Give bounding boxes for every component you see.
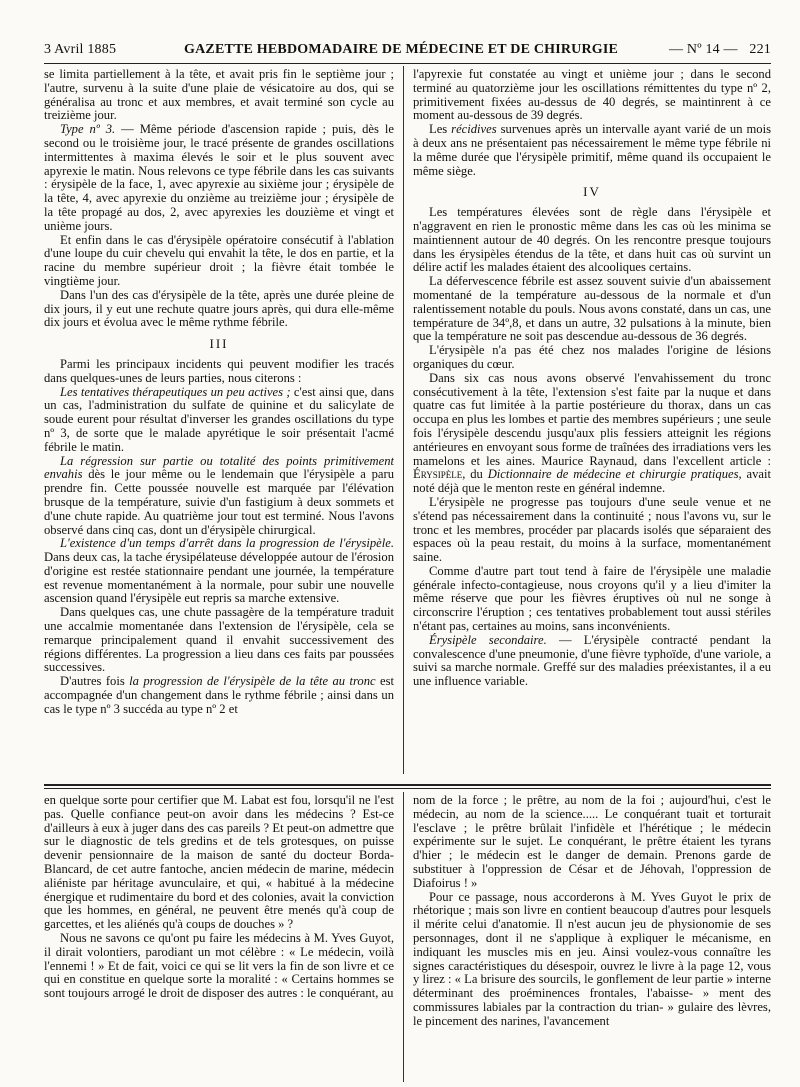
- issue-number: — Nº 14 —: [669, 42, 738, 57]
- section-rule-thin: [44, 788, 771, 789]
- paragraph: L'érysipèle ne progresse pas toujours d'une seule venue et ne s'étend pas nécessairement dans la continuité ; nous l'avons vu, sur le tronc et les membres, procéder par placards isolés que séparaient des espaces où la peau restait, du moins à la surface, momentanément saine.: [413, 494, 771, 565]
- paragraph: Érysipèle secondaire. — L'érysipèle contracté pendant la convalescence d'une pneumonie, d'une fièvre typhoïde, d'une variole, a suivi sa marche normale. Greffé sur des maladies préexistantes, il a eu une influence variable.: [413, 632, 771, 689]
- italic-term: L'existence d'un temps d'arrêt dans la progression de l'érysipèle.: [60, 536, 394, 551]
- page-header: [44, 42, 771, 62]
- paragraph: L'existence d'un temps d'arrêt dans la progression de l'érysipèle. Dans deux cas, la tache érysipélateuse développée autour de l'érosion d'origine est restée stationnaire pendant une journée, la température est revenue momentanément à la normale, pour subir une nouvelle ascension quand l'érysipèle eut repris sa marche extensive.: [44, 536, 394, 606]
- paragraph: Les récidives survenues après un intervalle ayant varié de un mois à deux ans ne présentaient pas nécessairement le même type fébrile ni la même durée que l'érysipèle primitif, même quand ils occupaient le même siège.: [413, 122, 771, 178]
- section-rule: [44, 784, 771, 786]
- paragraph: Dans l'un des cas d'érysipèle de la tête, après une durée pleine de dix jours, il y eut une rechute quatre jours après, qui dura elle-même dix jours et évolua avec le même rythme fébrile.: [44, 287, 394, 330]
- paragraph: Comme d'autre part tout tend à faire de l'érysipèle une maladie générale infecto-contagieuse, nous croyons qu'il y a lieu d'imiter la même réserve que pour les fièvres éruptives où nul ne songe à circonscrire l'éruption ; ces tentatives probablement tout aussi stériles n'étant pas, certaines au moins, sans inconvénients.: [413, 563, 771, 634]
- italic-term: La régression sur partie ou totalité des points primitivement envahis: [44, 453, 394, 482]
- type-label: Type nº 3.: [60, 122, 116, 137]
- paragraph: Nous ne savons ce qu'ont pu faire les médecins à M. Yves Guyot, il dirait volontiers, parodiant un mot célèbre : « Le médecin, voilà l'ennemi ! » Et de fait, voici ce qui se lit vers la fin de son livre et ce qui en constitue en quelque sorte la moralité : « Certains hommes se sont toujours arrogé le droit de disposer des autres : le conquérant, au: [44, 930, 394, 1001]
- reference-term: Érysipèle: [413, 467, 463, 482]
- paragraph: Dans quelques cas, une chute passagère de la température traduit une accalmie momentanée dans l'extension de l'érysipèle, cela se remarque principalement quand il envahit successivement des régions différentes. La progression a lieu dans ces faits par poussées successives.: [44, 605, 394, 675]
- paragraph: l'apyrexie fut constatée au vingt et unième jour ; dans le second terminé au quatorzième jour les oscillations rémittentes du type nº 2, primitivement fixées au-dessus de 40 degrés, se maintinrent à ce moment au-dessous de 39 degrés.: [413, 68, 771, 123]
- paragraph: Les tentatives thérapeutiques un peu actives ; c'est ainsi que, dans un cas, l'administration du sulfate de quinine et du salicylate de soude eurent pour résultat d'inverser les grandes oscillations du type nº 3, de sorte que le malade apyrétique le soir présentait l'acmé fébrile le matin.: [44, 384, 394, 454]
- section-heading: III: [209, 336, 229, 352]
- issue-date: 3 Avril 1885: [44, 42, 117, 57]
- feuilleton-column-right: [413, 794, 771, 1084]
- italic-term: la progression de l'érysipèle de la tête au tronc: [129, 674, 376, 689]
- paragraph: nom de la force ; le prêtre, au nom de la foi ; aujourd'hui, c'est le médecin, au nom de la science..... Le conquérant tuait et torturait l'esclave ; le prêtre brûlait l'infidèle et l'hérétique ; le médecin expérimente sur le sujet. Le conquérant, le prêtre étaient les tyrans d'hier ; le médecin est le danger de demain. Prenons garde de substituer à l'oppression de César et de Jéhovah, l'oppression de Diafoirus ! »: [413, 794, 771, 890]
- italic-term: récidives: [451, 122, 497, 137]
- paragraph: Et enfin dans le cas d'érysipèle opératoire consécutif à l'ablation d'une loupe du cuir chevelu qui envahit la tête, le dos en partie, et la racine du membre supérieur droit ; la fièvre était tombée le vingtième jour.: [44, 232, 394, 288]
- journal-title: GAZETTE HEBDOMADAIRE DE MÉDECINE ET DE CHIRURGIE: [184, 42, 619, 57]
- paragraph: D'autres fois la progression de l'érysipèle de la tête au tronc est accompagnée d'un changement dans le rythme fébrile ; ainsi dans un cas le type nº 3 succéda au type nº 2 et: [44, 674, 394, 716]
- paragraph: La régression sur partie ou totalité des points primitivement envahis dès le jour même ou le lendemain que l'érysipèle a paru prendre fin. Cette poussée nouvelle est marquée par l'élévation brusque de la température, suivie d'un fastigium à deux sommets et d'une chute rapide. Au quatrième jour tout est terminé. Nous l'avons observé dans cinq cas, dont un d'érysipèle chirurgical.: [44, 453, 394, 537]
- feuilleton-column-left: [44, 794, 394, 1084]
- header-rule: [44, 63, 771, 64]
- paragraph: Dans six cas nous avons observé l'envahissement du tronc consécutivement à la tête, l'extension s'est faite par la nuque et dans quatre cas fut limitée à la partie postérieure du thorax, dans un cas occupa en plus les lombes et partie des membres supérieurs ; une seule fois l'érysipèle descendu jusqu'aux plis fessiers atteignit les régions antérieures en envoyant sous forme de traînées des irradiations vers les mamelons et les aines. Maurice Raynaud, dans l'excellent article : Érysipèle, du Dictionnaire de médecine et chirurgie pratiques, avait noté déjà que le menton reste en général indemne.: [413, 370, 771, 496]
- paragraph: Type nº 3. — Même période d'ascension rapide ; puis, dès le second ou le troisième jour, le tracé présente de grandes oscillations intermittentes à maxima élevés le soir et le plus souvent avec apyrexie le matin. Nous relevons ce type fébrile dans les cas suivants : érysipèle de la face, 1, avec apyrexie au sixième jour ; érysipèle de la tête, 4, avec apyrexie du onzième au treizième jour ; érysipèle de la tête propagé au dos, 2, avec apyrexies les douzième et vingt et unième jours.: [44, 122, 394, 233]
- italic-term: Dictionnaire de médecine et chirurgie pratiques: [487, 467, 739, 482]
- paragraph: en quelque sorte pour certifier que M. Labat est fou, lorsqu'il ne l'est pas. Quelle confiance peut-on avoir dans les médecins ? Est-ce d'ailleurs à eux à juger dans des cas pareils ? Et peut-on admettre que sur le diagnostic de tels gredins et de tels grotesques, on puisse devenir pensionnaire de la maison de santé du docteur Borda-Blancard, de cet autre fantoche, ancien médecin de marine, médecin aliéniste par héritage avunculaire, et qui, « habitué à la médecine énergique et rudimentaire du bord et des colonies, avait la conviction que les hommes, en général, ne peuvent être menés qu'à coup de garcettes, et les aliénés qu'à coups de douches » ?: [44, 794, 394, 932]
- column-divider-bottom: [403, 792, 404, 1082]
- paragraph: Pour ce passage, nous accorderons à M. Yves Guyot le prix de rhétorique ; mais son livre en contient beaucoup d'autres pour lesquels il mérite celui d'anatomie. Il n'est aucun jeu de physionomie de ses personnages, dont il ne s'applique à expliquer le mécanisme, en indiquant les muscles mis en jeu. Ainsi voulez-vous connaître les signes caractéristiques du désespoir, ouvrez le livre à la page 12, vous y lirez : « La brisure des sourcils, le gonflement de leur partie » interne déterminant des proéminences frontales, l'abaisse- » ment des commissures labiales par la contraction du trian- » gulaire des lèvres, le pincement des narines, l'avancement: [413, 889, 771, 1028]
- column-divider-top: [403, 66, 404, 774]
- page-number: 221: [749, 42, 771, 57]
- italic-term: Érysipèle secondaire.: [429, 632, 547, 647]
- italic-term: Les tentatives thérapeutiques un peu actives ;: [60, 384, 291, 399]
- paragraph: se limita partiellement à la tête, et avait pris fin le septième jour ; l'autre, survenu à la suite d'une plaie de vésicatoire au dos, qui se généralisa au tronc et aux membres, et avait terminé son cycle au treizième jour.: [44, 68, 394, 123]
- section-heading: IV: [583, 184, 601, 200]
- paragraph: Parmi les principaux incidents qui peuvent modifier les tracés dans quelques-unes de leurs parties, nous citerons :: [44, 356, 394, 385]
- paragraph: La défervescence fébrile est assez souvent suivie d'un abaissement momentané de la température au-dessous de la normale et d'un ralentissement notable du pouls. Nous avons constaté, dans un cas, une température de 34º,8, et dans un autre, 32 pulsations à la minute, bien que la température ne soit pas descendue au-dessous de 36 degrés.: [413, 274, 771, 344]
- article-column-left: [44, 68, 394, 776]
- article-column-right: [413, 68, 771, 776]
- paragraph: L'érysipèle n'a pas été chez nos malades l'origine de lésions organiques du cœur.: [413, 343, 771, 371]
- paragraph: Les températures élevées sont de règle dans l'érysipèle et n'aggravent en rien le pronostic même dans les cas où les minima se maintiennent autour de 40 degrés. On les rencontre presque toujours dans les érysipèles étendus de la tête, et dans huit cas où survint un délire actif les malades étaient des alcooliques certains.: [413, 205, 771, 275]
